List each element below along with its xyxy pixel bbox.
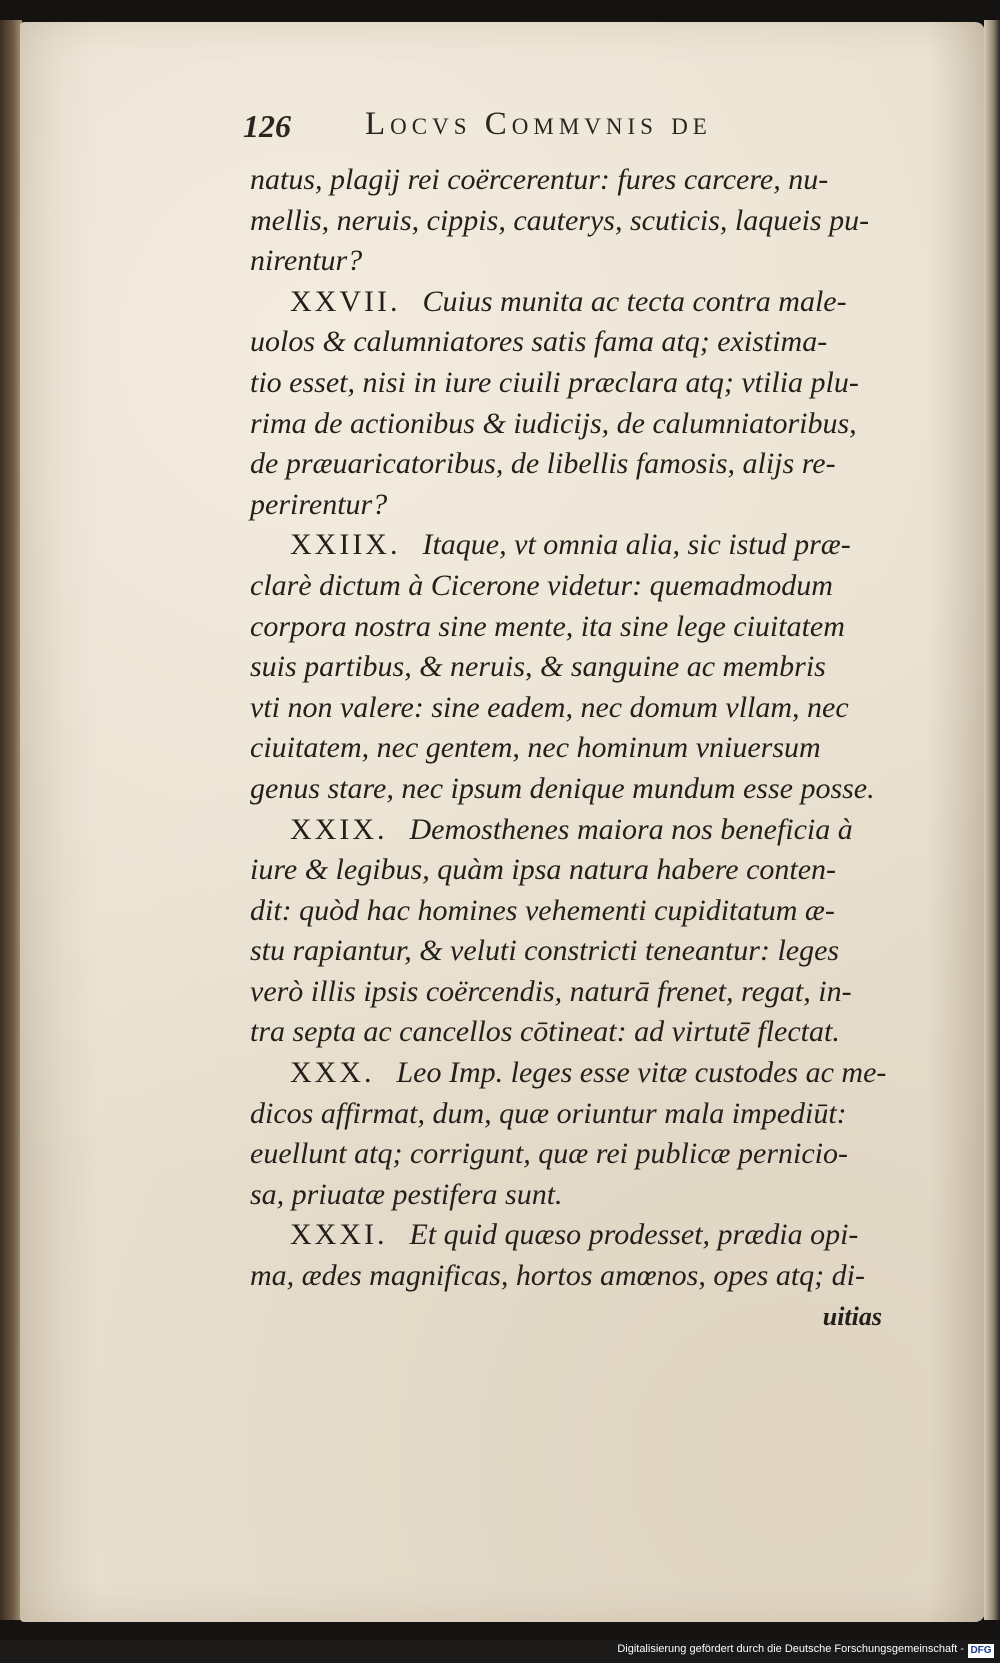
body-text bbox=[250, 160, 940, 1337]
text-line bbox=[250, 322, 940, 363]
book-binding-edge bbox=[0, 20, 22, 1620]
text-line bbox=[250, 485, 940, 526]
text-line bbox=[250, 201, 940, 242]
text-line bbox=[250, 1012, 940, 1053]
text-line bbox=[250, 728, 940, 769]
line-text: ciuitatem, nec gentem, nec hominum vniuersum bbox=[250, 731, 821, 765]
line-text: de præuaricatoribus, de libellis famosis, alijs re- bbox=[250, 447, 836, 481]
paragraph-number: XXIX. bbox=[290, 812, 388, 846]
line-text: corpora nostra sine mente, ita sine lege ciuitatem bbox=[250, 609, 845, 643]
text-line bbox=[250, 282, 940, 323]
text-line bbox=[250, 647, 940, 688]
paragraph-number: XXXI. bbox=[290, 1218, 388, 1252]
line-text: dit: quòd hac homines vehementi cupiditatum æ- bbox=[250, 893, 835, 927]
line-text: uolos & calumniatores satis fama atq; existima- bbox=[250, 325, 828, 359]
line-text: ma, ædes magnificas, hortos amœnos, opes atq; di- bbox=[250, 1259, 865, 1293]
text-line bbox=[250, 931, 940, 972]
dfg-logo: DFG bbox=[968, 1644, 994, 1658]
text-line bbox=[250, 444, 940, 485]
text-line bbox=[250, 769, 940, 810]
line-text: mellis, neruis, cippis, cauterys, scuticis, laqueis pu- bbox=[250, 203, 870, 237]
text-line bbox=[250, 891, 940, 932]
line-text: vti non valere: sine eadem, nec domum vllam, nec bbox=[250, 690, 849, 724]
text-line bbox=[250, 1175, 940, 1216]
text-line bbox=[250, 850, 940, 891]
text-line bbox=[250, 688, 940, 729]
paragraph-number: XXX. bbox=[290, 1056, 375, 1090]
line-text: nirentur? bbox=[250, 244, 363, 278]
line-text: genus stare, nec ipsum denique mundum esse posse. bbox=[250, 771, 875, 805]
footer-bar bbox=[0, 1640, 1000, 1663]
text-line bbox=[250, 160, 940, 201]
text-line bbox=[250, 972, 940, 1013]
line-text: clarè dictum à Cicerone videtur: quemadmodum bbox=[250, 568, 833, 602]
text-line bbox=[250, 607, 940, 648]
line-text: tra septa ac cancellos cōtineat: ad virtutē flectat. bbox=[250, 1015, 840, 1049]
line-text: Itaque, vt omnia alia, sic istud præ- bbox=[422, 528, 851, 562]
paragraph-number: XXVII. bbox=[290, 284, 401, 318]
line-text: rima de actionibus & iudicijs, de calumniatoribus, bbox=[250, 406, 857, 440]
line-text: suis partibus, & neruis, & sanguine ac membris bbox=[250, 650, 826, 684]
text-line bbox=[250, 363, 940, 404]
text-line bbox=[250, 566, 940, 607]
text-line bbox=[250, 1094, 940, 1135]
catchword: uitias bbox=[822, 1301, 882, 1331]
text-line bbox=[250, 241, 940, 282]
line-text: Leo Imp. leges esse vitæ custodes ac me- bbox=[396, 1056, 887, 1090]
line-text: Cuius munita ac tecta contra male- bbox=[422, 284, 847, 318]
page-number: 126 bbox=[243, 108, 291, 144]
text-line bbox=[250, 525, 940, 566]
line-text: Et quid quæso prodesset, prædia opi- bbox=[409, 1218, 859, 1252]
text-line bbox=[250, 810, 940, 851]
line-text: Demosthenes maiora nos beneficia à bbox=[409, 812, 853, 846]
line-text: tio esset, nisi in iure ciuili præclara atq; vtilia plu- bbox=[250, 365, 859, 399]
text-line bbox=[250, 1053, 940, 1094]
text-line bbox=[250, 1134, 940, 1175]
running-title: Locvs Commvnis de bbox=[365, 106, 712, 142]
line-text: natus, plagij rei coërcerentur: fures carcere, nu- bbox=[250, 163, 829, 196]
page-edge-right bbox=[984, 20, 1000, 1620]
line-text: dicos affirmat, dum, quæ oriuntur mala impediūt: bbox=[250, 1096, 847, 1130]
line-text: euellunt atq; corrigunt, quæ rei publicæ pernicio- bbox=[250, 1137, 848, 1171]
paragraph-number: XXIIX. bbox=[290, 528, 401, 562]
line-text: perirentur? bbox=[250, 487, 388, 521]
running-header bbox=[243, 102, 963, 152]
line-text: stu rapiantur, & veluti constricti teneantur: leges bbox=[250, 934, 840, 968]
line-text: iure & legibus, quàm ipsa natura habere conten- bbox=[250, 853, 837, 887]
text-line bbox=[250, 1256, 940, 1297]
text-line bbox=[250, 404, 940, 445]
line-text: sa, priuatæ pestifera sunt. bbox=[250, 1177, 563, 1211]
funding-credit: Digitalisierung gefördert durch die Deutsche Forschungsgemeinschaft - bbox=[617, 1643, 964, 1655]
text-line bbox=[250, 1215, 940, 1256]
line-text: verò illis ipsis coërcendis, naturā frenet, regat, in- bbox=[250, 974, 852, 1008]
